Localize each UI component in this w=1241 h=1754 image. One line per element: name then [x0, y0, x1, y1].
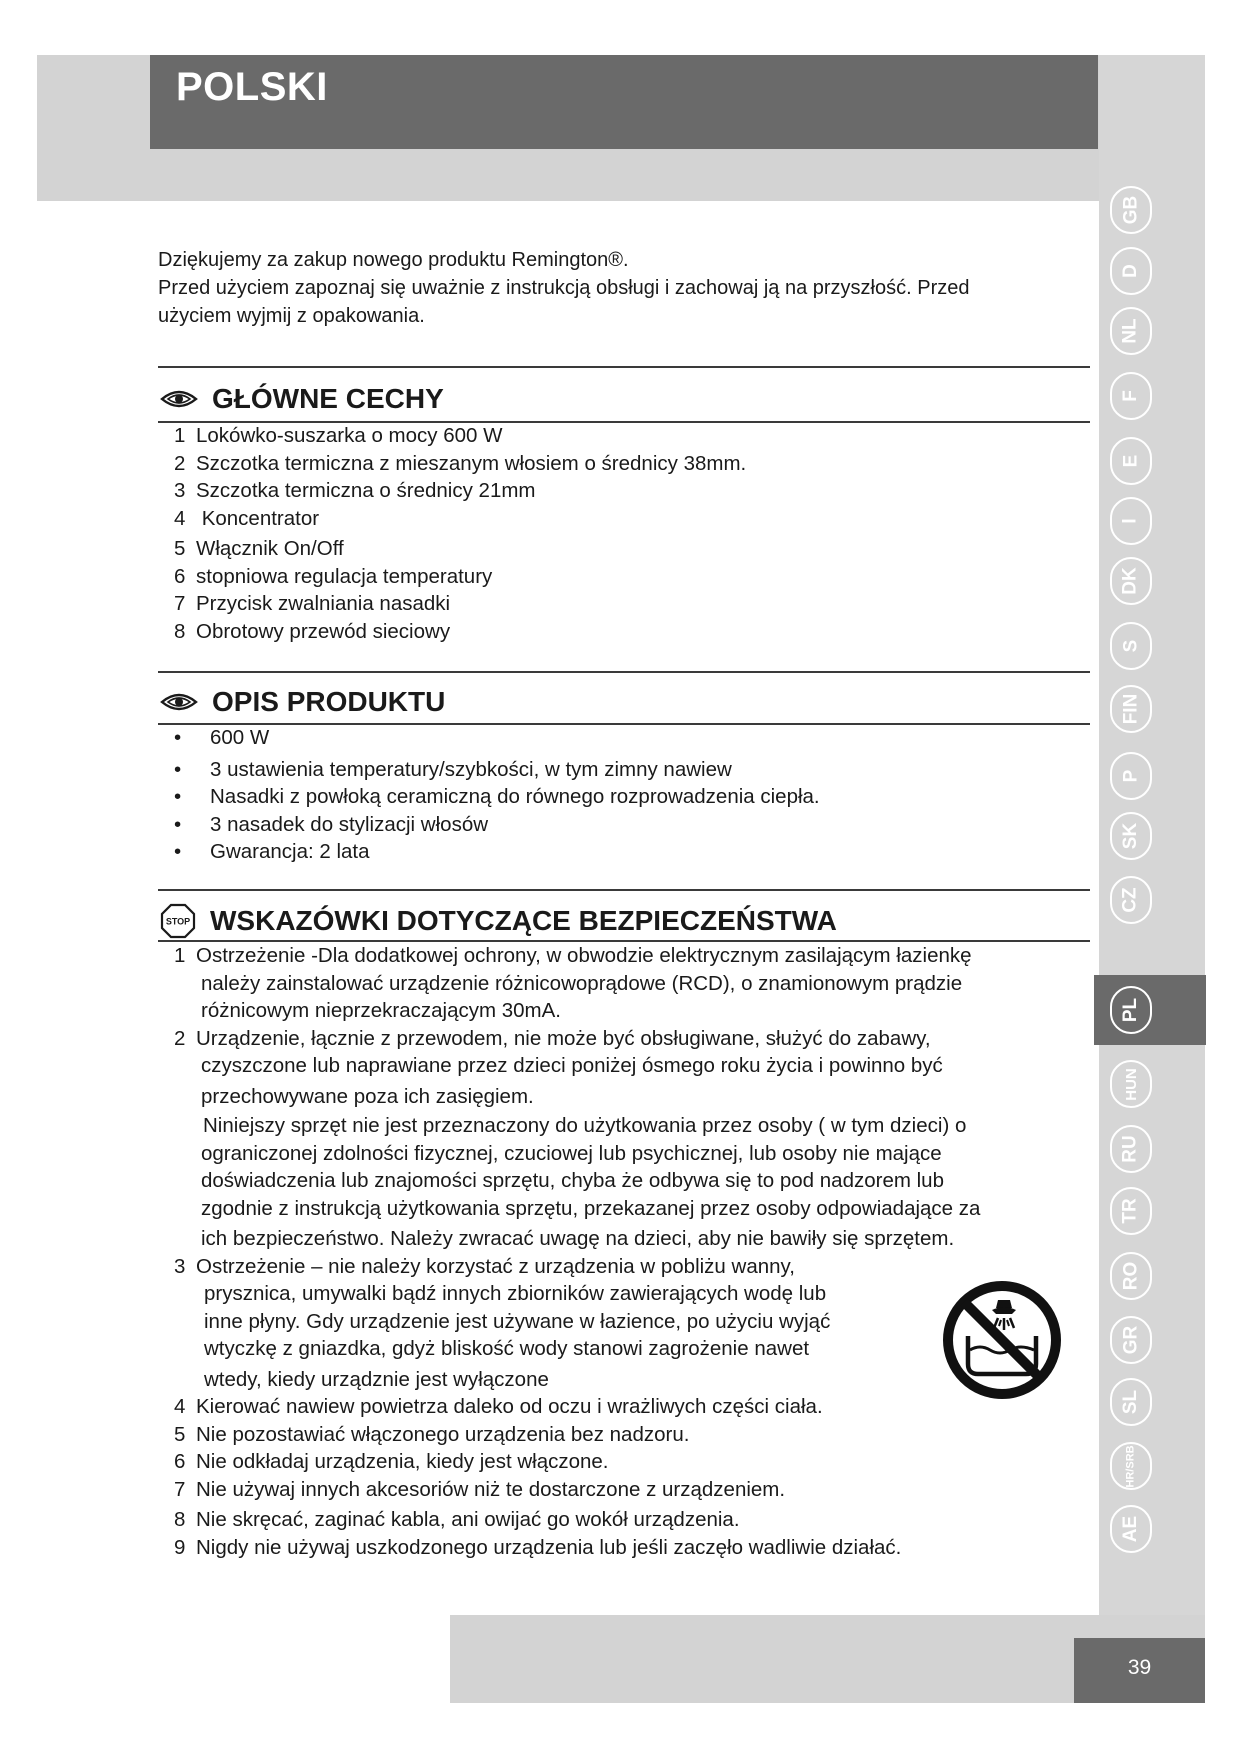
lang-tab-pl[interactable] — [1110, 986, 1152, 1034]
lang-tab-active-bg — [1094, 975, 1206, 1045]
item-text: inne płyny. Gdy urządzenie jest używane w łazience, po użyciu wyjąć — [204, 1309, 831, 1333]
safety-heading — [160, 903, 837, 939]
safety-item — [174, 1253, 980, 1394]
item-text: Niniejszy sprzęt nie jest przeznaczony do użytkowania przez osoby ( w tym dzieci) o — [203, 1114, 967, 1137]
lang-tab-e[interactable] — [1110, 437, 1152, 485]
item-text: różnicowym nieprzekraczającym 30mA. — [201, 999, 562, 1022]
list-item — [174, 1421, 980, 1449]
item-text: Nigdy nie używaj uszkodzonego urządzenia lub jeśli zaczęło wadliwie działać. — [196, 1535, 902, 1559]
lang-tab-dk[interactable] — [1110, 557, 1152, 605]
safety-list — [174, 942, 980, 1561]
item-number: 7 — [174, 592, 186, 615]
lang-tab-d[interactable] — [1110, 247, 1152, 295]
item-text: Szczotka termiczna z mieszanym włosiem o średnicy 38mm. — [196, 451, 747, 475]
intro-text — [158, 246, 1088, 330]
lang-tab-sl[interactable] — [1110, 1378, 1152, 1426]
item-number: 3 — [174, 1254, 186, 1278]
list-item — [174, 1476, 980, 1504]
list-item — [174, 1025, 980, 1053]
item-number: 4 — [174, 506, 186, 530]
item-number: 7 — [174, 1477, 186, 1501]
features-heading-text: GŁÓWNE CECHY — [212, 383, 444, 414]
lang-tab-f[interactable] — [1110, 372, 1152, 420]
item-text: Nie odkładaj urządzenia, kiedy jest włączone. — [196, 1450, 609, 1473]
lang-tab-label: TR — [1119, 1198, 1141, 1224]
lang-tab-label: SL — [1120, 1389, 1141, 1415]
intro-line: Przed użyciem zapoznaj się uważnie z instrukcją obsługi i zachowaj ją na przyszłość. Przed — [158, 277, 970, 299]
item-text: Kierować nawiew powietrza daleko od oczu i wrażliwych części ciała. — [196, 1395, 823, 1418]
lang-tab-label: D — [1119, 264, 1141, 278]
lang-tab-hun[interactable] — [1110, 1060, 1152, 1108]
page-title: POLSKI — [176, 65, 328, 109]
item-text: prysznica, umywalki bądź innych zbiorników zawierających wodę lub — [204, 1282, 827, 1305]
list-item — [174, 756, 820, 784]
item-text: należy zainstalować urządzenie różnicowoprądowe (RCD), o znamionowym prądzie — [201, 971, 963, 995]
lang-tab-label: RO — [1120, 1261, 1141, 1291]
list-item — [174, 838, 820, 866]
description-heading — [160, 686, 445, 718]
item-text: ograniczonej zdolności fizycznej, czuciowej lub psychicznej, lub osoby nie mające — [201, 1141, 942, 1165]
item-text: Nie skręcać, zaginać kabla, ani owijać go wokół urządzenia. — [196, 1508, 740, 1531]
item-text: 3 nasadek do stylizacji włosów — [210, 812, 489, 836]
item-number: 8 — [174, 619, 186, 643]
list-item — [174, 1448, 980, 1476]
item-number: 6 — [174, 564, 186, 588]
lang-tab-label: S — [1120, 639, 1141, 653]
lang-tab-label: DK — [1119, 567, 1141, 595]
item-text: Obrotowy przewód sieciowy — [196, 619, 451, 643]
item-number: 2 — [174, 1026, 186, 1050]
lang-tab-ro[interactable] — [1110, 1252, 1152, 1300]
item-number: 5 — [174, 1422, 186, 1446]
item-number: 3 — [174, 479, 186, 502]
description-heading-text: OPIS PRODUKTU — [212, 686, 446, 717]
list-item — [174, 590, 746, 618]
stop-icon-label: STOP — [165, 916, 191, 927]
lang-tab-label: HR/SRB — [1124, 1444, 1137, 1488]
item-number: 1 — [174, 424, 186, 447]
lang-tab-ae[interactable] — [1110, 1505, 1152, 1553]
lang-tab-fin[interactable] — [1110, 685, 1152, 733]
lang-tab-gr[interactable] — [1110, 1316, 1152, 1364]
eye-icon — [160, 691, 198, 713]
eye-icon — [160, 388, 198, 410]
item-text: Nie używaj innych akcesoriów niż te dostarczone z urządzeniem. — [196, 1477, 786, 1501]
item-text: zgodnie z instrukcją użytkowania sprzętu, przekazanej przez osoby odpowiadające za — [201, 1196, 981, 1220]
lang-tab-label: GR — [1120, 1325, 1141, 1355]
list-item — [174, 783, 820, 811]
item-text: Urządzenie, łącznie z przewodem, nie może być obsługiwane, służyć do zabawy, — [196, 1026, 931, 1050]
lang-tab-label: I — [1120, 518, 1141, 524]
list-item — [174, 942, 980, 970]
item-text: ich bezpieczeństwo. Należy zwracać uwagę na dzieci, aby nie bawiły się sprzętem. — [201, 1227, 955, 1250]
item-number: 5 — [174, 537, 186, 560]
lang-tab-label: AE — [1120, 1515, 1141, 1543]
list-item — [174, 563, 746, 591]
lang-tab-label: CZ — [1119, 887, 1141, 913]
page-number: 39 — [1127, 1656, 1152, 1679]
lang-tab-label: FIN — [1119, 693, 1141, 725]
item-text: stopniowa regulacja temperatury — [196, 564, 493, 588]
safety-item — [174, 1025, 980, 1253]
item-text: Nie pozostawiać włączonego urządzenia bez nadzoru. — [196, 1422, 690, 1446]
page-number-box — [1074, 1638, 1205, 1703]
safety-heading-text: WSKAZÓWKI DOTYCZĄCE BEZPIECZEŃSTWA — [210, 905, 837, 936]
list-item — [174, 724, 820, 752]
list-item — [174, 450, 746, 478]
intro-line: Dziękujemy za zakup nowego produktu Remington®. — [158, 249, 629, 271]
item-text: Ostrzeżenie – nie należy korzystać z urządzenia w pobliżu wanny, — [196, 1254, 795, 1278]
item-text: Ostrzeżenie -Dla dodatkowej ochrony, w obwodzie elektrycznym zasilającym łazienkę — [196, 944, 972, 967]
list-item — [174, 1506, 980, 1534]
list-item — [174, 618, 746, 646]
item-text: wtyczkę z gniazdka, gdyż bliskość wody stanowi zagrożenie nawet — [204, 1337, 810, 1360]
list-item — [174, 1253, 980, 1281]
item-text: Lokówko-suszarka o mocy 600 W — [196, 424, 503, 447]
item-text: Koncentrator — [196, 506, 320, 530]
lang-tab-label: P — [1120, 769, 1141, 783]
item-text: przechowywane poza ich zasięgiem. — [201, 1084, 534, 1108]
item-number: 9 — [174, 1535, 186, 1559]
lang-tab-hr-srb[interactable] — [1110, 1442, 1152, 1490]
lang-tab-s[interactable] — [1110, 622, 1152, 670]
no-water-bath-icon — [940, 1278, 1064, 1402]
item-text: Szczotka termiczna o średnicy 21mm — [196, 479, 536, 502]
title-bar — [150, 55, 1098, 149]
lang-tab-label: SK — [1120, 822, 1141, 850]
item-number: 1 — [174, 944, 186, 967]
list-item — [174, 811, 820, 839]
list-item — [174, 535, 746, 563]
lang-tab-label: PL — [1120, 997, 1141, 1023]
lang-tab-i[interactable] — [1110, 497, 1152, 545]
lang-tab-label: GB — [1120, 195, 1141, 225]
list-item — [174, 505, 746, 533]
lang-tab-nl[interactable] — [1110, 307, 1152, 355]
features-list — [174, 422, 746, 645]
item-text: Włącznik On/Off — [196, 537, 344, 560]
section-rule — [158, 889, 1090, 891]
stop-icon — [160, 903, 196, 939]
lang-tab-ru[interactable] — [1110, 1125, 1152, 1173]
lang-tab-cz[interactable] — [1110, 876, 1152, 924]
item-number: 2 — [174, 451, 186, 475]
item-text: 3 ustawienia temperatury/szybkości, w tym zimny nawiew — [210, 757, 732, 781]
list-item — [174, 477, 746, 505]
section-rule — [158, 366, 1090, 368]
item-text: Gwarancja: 2 lata — [210, 840, 370, 863]
safety-item — [174, 942, 980, 1025]
item-text: wtedy, kiedy urządznie jest wyłączone — [204, 1367, 549, 1391]
item-number: 8 — [174, 1508, 186, 1531]
lang-tab-tr[interactable] — [1110, 1187, 1152, 1235]
features-heading — [160, 383, 444, 415]
item-text: Nasadki z powłoką ceramiczną do równego rozprowadzenia ciepła. — [210, 785, 820, 808]
item-text: 600 W — [210, 726, 270, 749]
description-list — [174, 724, 820, 866]
lang-tab-p[interactable] — [1110, 752, 1152, 800]
item-number: 6 — [174, 1450, 186, 1473]
lang-tab-label: NL — [1119, 318, 1141, 344]
section-rule — [158, 671, 1090, 673]
list-item — [174, 422, 746, 450]
lang-tab-label: RU — [1119, 1135, 1141, 1163]
item-text: doświadczenia lub znajomości sprzętu, chyba że odbywa się to pod nadzorem lub — [201, 1169, 944, 1192]
item-number: 4 — [174, 1395, 186, 1418]
lang-tab-label: F — [1119, 390, 1141, 402]
lang-tab-gb[interactable] — [1110, 186, 1152, 234]
list-item — [174, 1393, 980, 1421]
item-text: czyszczone lub naprawiane przez dzieci poniżej ósmego roku życia i powinno być — [201, 1054, 943, 1077]
lang-tab-sk[interactable] — [1110, 812, 1152, 860]
lang-tab-label: HUN — [1122, 1067, 1140, 1101]
list-item — [174, 1534, 980, 1562]
lang-tab-label: E — [1120, 454, 1141, 468]
intro-line: użyciem wyjmij z opakowania. — [158, 305, 425, 327]
item-text: Przycisk zwalniania nasadki — [196, 592, 451, 615]
